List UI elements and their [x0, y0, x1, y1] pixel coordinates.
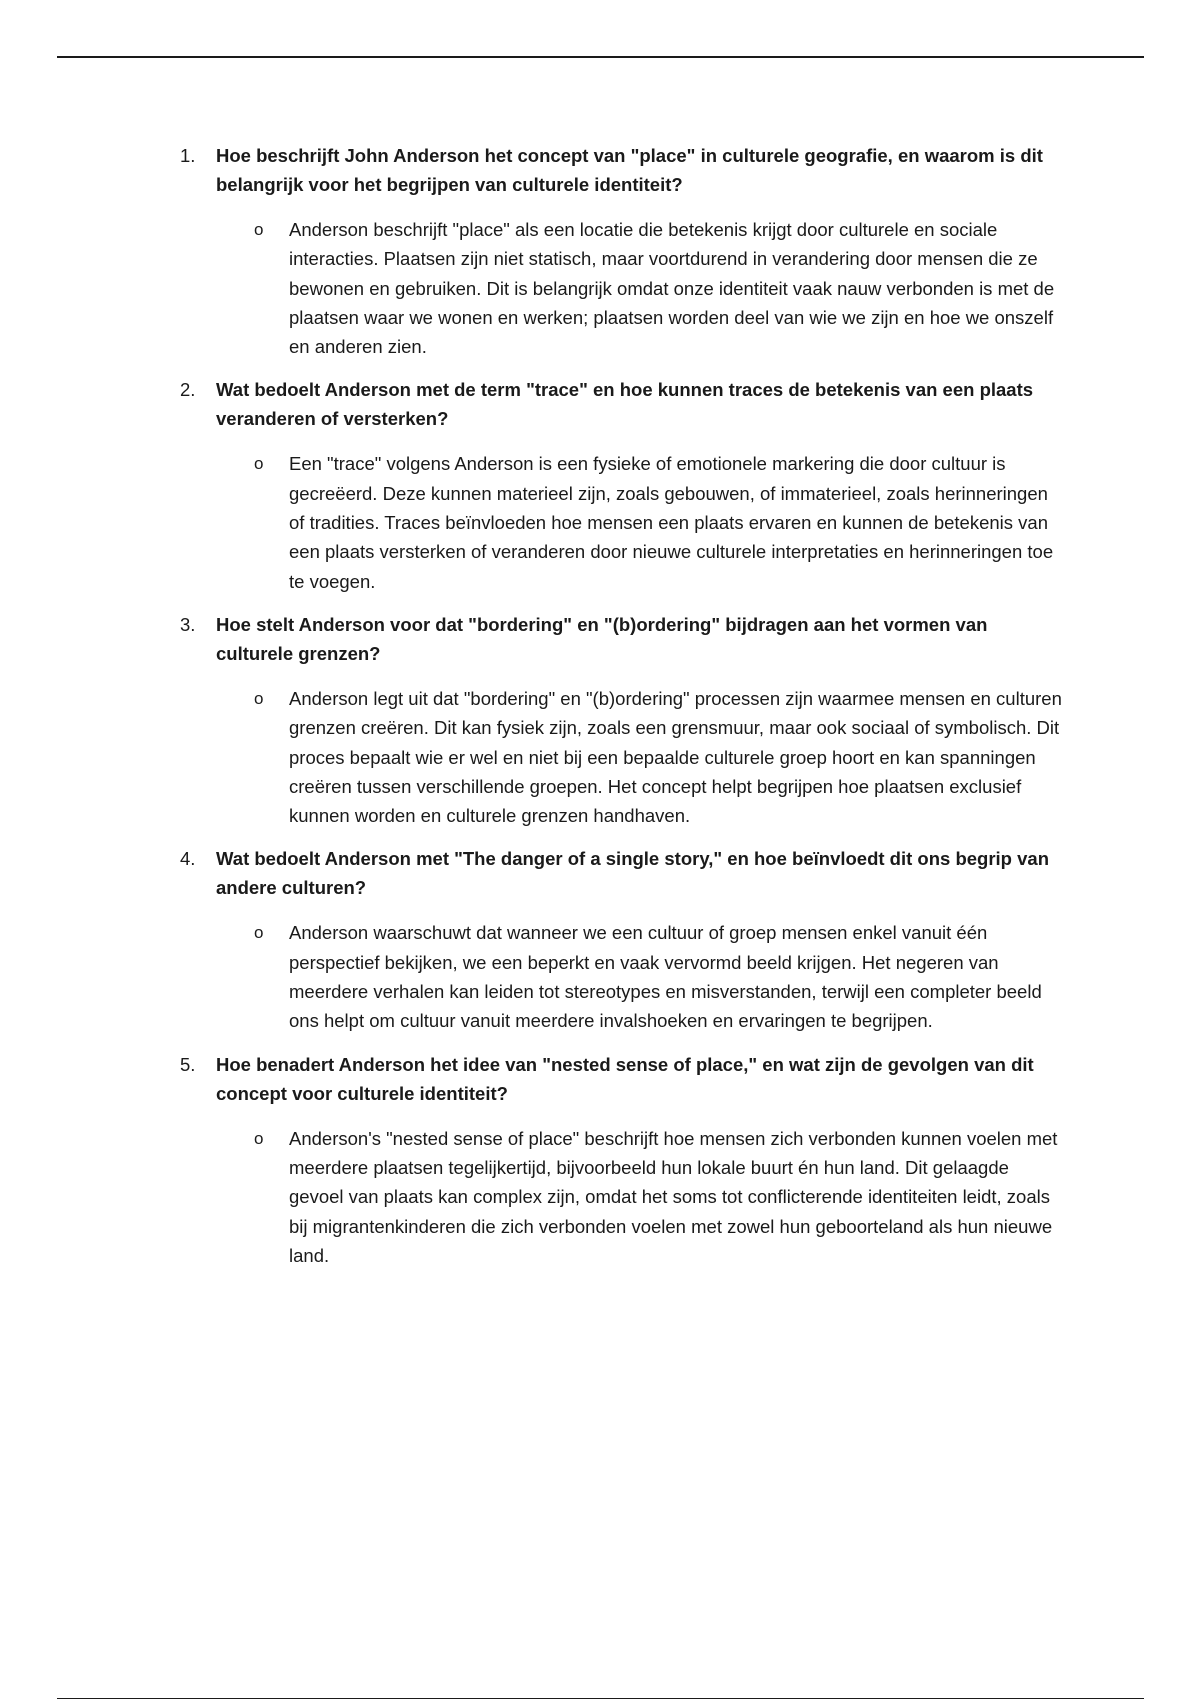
answer-text: Anderson legt uit dat "bordering" en "(b)ordering" processen zijn waarmee mensen en culturen grenzen creëren. Dit kan fysiek zijn, zoals een grensmuur, maar ook sociaal of symbolisch. Dit proces bepaalt wie er wel en niet bij een bepaalde culturele groep hoort en kan spanningen creëren tussen verschillende groepen. Het concept helpt begrijpen hoe plaatsen exclusief kunnen worden en culturele grenzen handhaven.: [289, 687, 1062, 827]
bullet-icon: o: [254, 923, 264, 943]
answer-text: Een "trace" volgens Anderson is een fysieke of emotionele markering die door cultuur is gecreëerd. Deze kunnen materieel zijn, zoals gebouwen, of immaterieel, zoals herinneringen of tradities. Traces beïnvloeden hoe mensen een plaats ervaren en kunnen de betekenis van een plaats versterken of veranderen door nieuwe culturele interpretaties en herinneringen toe te voegen.: [289, 453, 1054, 592]
answer-text: Anderson's "nested sense of place" beschrijft hoe mensen zich verbonden kunnen voelen met meerdere plaatsen tegelijkertijd, bijvoorbeeld hun lokale buurt én hun land. Dit gelaagde gevoel van plaats kan complex zijn, omdat het soms tot conflicterende identiteiten leidt, zoals bij migrantenkinderen die zich verbonden voelen met zowel hun geboorteland als hun nieuwe land.: [289, 1127, 1058, 1266]
bullet-icon: o: [254, 220, 264, 239]
answer-block: [0, 918, 1200, 1035]
bullet-icon: o: [254, 1128, 264, 1148]
header-rule: [57, 56, 1144, 58]
question-text: Hoe beschrijft John Anderson het concept van "place" in culturele geografie, en waarom is dit belangrijk voor het begrijpen van culturele identiteit?: [216, 145, 1043, 195]
question-text: Wat bedoelt Anderson met "The danger of a single story," en hoe beïnvloedt dit ons begrip van andere culturen?: [216, 848, 1050, 899]
question-item-5: [0, 1050, 1200, 1270]
answer-text: Anderson beschrijft "place" als een locatie die betekenis krijgt door culturele en sociale interacties. Plaatsen zijn niet statisch, maar voortdurend in verandering door mensen die ze bewonen en gebruiken. Dit is belangrijk omdat onze identiteit vaak nauw verbonden is met de plaatsen waar we wonen en werken; plaatsen worden deel van wie we zijn en hoe we onszelf en anderen zien.: [289, 219, 1055, 358]
question-item-1: [0, 141, 1200, 361]
question-number: 3.: [180, 613, 196, 635]
question-number: 4.: [180, 848, 196, 870]
question-number: 5.: [180, 1053, 196, 1075]
bullet-icon: o: [254, 454, 264, 474]
answer-block: [0, 684, 1200, 830]
bullet-icon: o: [254, 688, 264, 708]
footer-rule: [57, 1698, 1144, 1699]
answer-block: [0, 215, 1200, 361]
question-text: Wat bedoelt Anderson met de term "trace" en hoe kunnen traces de betekenis van een plaats veranderen of versterken?: [216, 379, 1034, 430]
question-item-2: [0, 375, 1200, 595]
question-text: Hoe benadert Anderson het idee van "nested sense of place," en wat zijn de gevolgen van dit concept voor culturele identiteit?: [216, 1053, 1034, 1104]
question-text: Hoe stelt Anderson voor dat "bordering" en "(b)ordering" bijdragen aan het vormen van culturele grenzen?: [216, 613, 988, 664]
question-list: [0, 141, 1200, 1270]
question-item-4: [0, 844, 1200, 1035]
answer-block: [0, 449, 1200, 595]
question-number: 1.: [180, 145, 196, 166]
answer-text: Anderson waarschuwt dat wanneer we een cultuur of groep mensen enkel vanuit één perspectief bekijken, we een beperkt en vaak vervormd beeld krijgen. Het negeren van meerdere verhalen kan leiden tot stereotypes en misverstanden, terwijl een completer beeld ons helpt om cultuur vanuit meerdere invalshoeken en ervaringen te begrijpen.: [289, 922, 1042, 1032]
question-item-3: [0, 610, 1200, 830]
answer-block: [0, 1124, 1200, 1270]
question-number: 2.: [180, 379, 196, 401]
